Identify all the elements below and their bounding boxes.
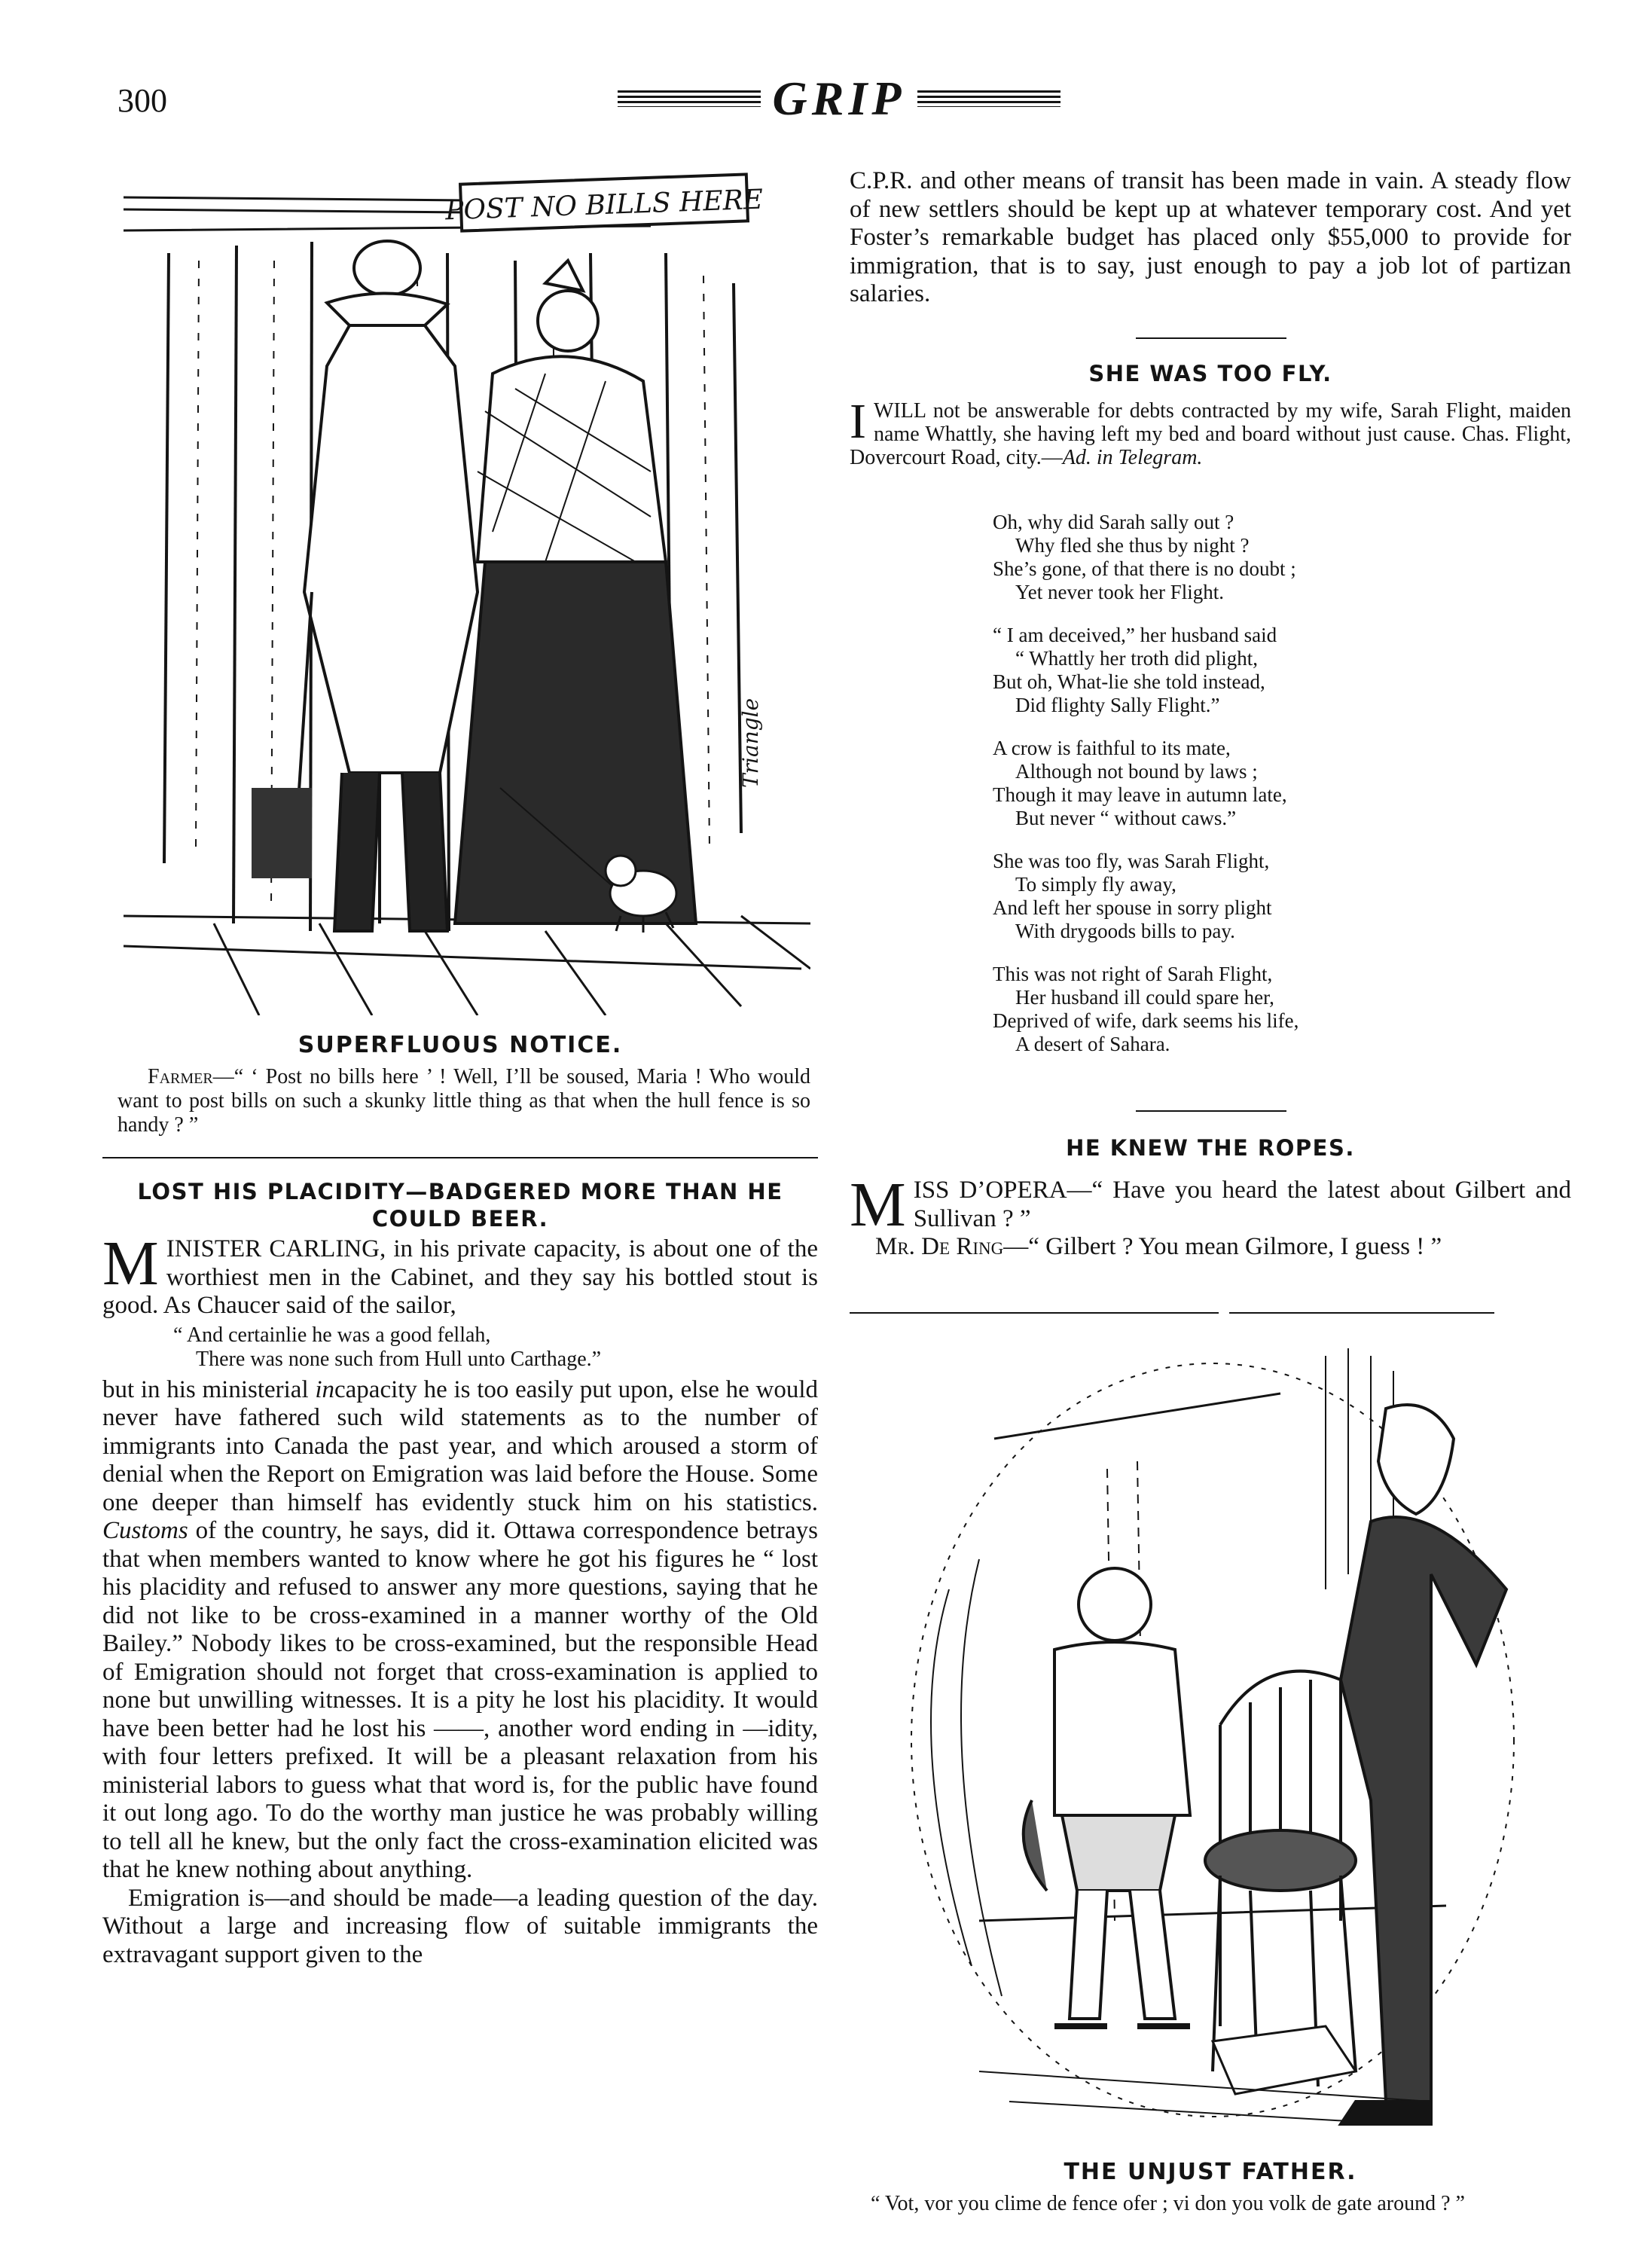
she-was-too-fly-poem (993, 511, 1520, 1076)
poem-line: To simply fly away, (1015, 873, 1176, 896)
left-column-rule (102, 1157, 818, 1158)
article3-headline: HE KNEW THE ROPES. (1066, 1135, 1355, 1161)
poem-line: Although not bound by laws ; (1015, 760, 1258, 783)
page-number: 300 (117, 82, 167, 119)
poem-line: She’s gone, of that there is no doubt ; (993, 557, 1296, 580)
superfluous-notice-illustration (124, 170, 810, 1015)
poem-stanza (993, 624, 1520, 717)
masthead-title: GRIP (772, 72, 906, 125)
chaucer-quote (102, 1323, 818, 1372)
article3-line-1: MISS D’OPERA—“ Have you heard the latest about Gilbert and Sullivan ? ” (850, 1170, 1571, 1240)
chaucer-quote-line-1: “ And certainlie he was a good fellah, (173, 1323, 491, 1347)
article1-body (102, 1229, 818, 1969)
poem-line: Her husband ill could spare her, (1015, 986, 1274, 1009)
article1-paragraph-2: but in his ministerial incapacity he is too easily put upon, else he would never have fathered such wild statements as to the number of immigrants into Canada the past year, and which aroused a storm of denial when the Report on Emigration was laid before the House. Some one deeper than himself has evidently stuck him on his statistics. Customs of the country, he says, did it. Ottawa correspondence betrays that when members wanted to know where he got his figures he “ lost his placidity and refused to answer any more questions, saying that he did not like to be cross-examined in a manner worthy of the Old Bailey.” Nobody likes to be cross-examined, but the responsible Head of Emigration should not forget that cross-examination is applied to none but unwilling witnesses. It is a pity he lost his placidity. It would have been better had he lost his ——, another word ending in —idity, with four letters prefixed. It will be a pleasant relaxation from his ministerial labors to guess what that word is, for the public have found it out long ago. To do the worthy man justice he was probably willing to tell all he knew, but the only fact the cross-examination elicited was that he knew nothing about anything. (102, 1375, 818, 1883)
chaucer-quote-line-2: There was none such from Hull unto Carthage.” (196, 1347, 602, 1371)
rule-before-he-knew-the-ropes (1136, 1110, 1286, 1112)
article3-dropcap: M (850, 1170, 906, 1240)
poem-line: This was not right of Sarah Flight, (993, 963, 1273, 985)
article1-continued-text: C.P.R. and other means of transit has been made in vain. A steady flow of new settlers should be kept up at whatever temporary cost. And yet Foster’s remarkable budget has placed only $55,000 to provide for immigration, that is to say, just enough to pay a job lot of partizan salaries. (850, 167, 1571, 307)
right-column-rule-right (1229, 1312, 1494, 1314)
poem-line: Oh, why did Sarah sally out ? (993, 511, 1234, 533)
cartoon1-caption-text: —“ ‘ Post no bills here ’ ! Well, I’ll be soused, Maria ! Who would want to post bills on such a skunky little thing as that when the hull fence is so handy ? ” (117, 1065, 810, 1137)
poem-line: Deprived of wife, dark seems his life, (993, 1009, 1299, 1032)
poem-line: She was too fly, was Sarah Flight, (993, 850, 1270, 872)
article2-notice-text: IWILL not be answerable for debts contracted by my wife, Sarah Flight, maiden name Whattly, she having left my bed and board without just cause. Chas. Flight, Dovercourt Road, city.—Ad. in Telegram. (850, 394, 1571, 469)
cartoon2-caption: “ Vot, vor you clime de fence ofer ; vi don you volk de gate around ? ” (871, 2192, 1465, 2215)
poem-line: But never “ without caws.” (1015, 807, 1237, 829)
poem-stanza (993, 737, 1520, 830)
sign-text: POST NO BILLS HERE (444, 184, 764, 227)
masthead (606, 72, 1073, 125)
article2-headline: SHE WAS TOO FLY. (1088, 361, 1332, 386)
rule-before-she-was-too-fly (1136, 337, 1286, 339)
poem-stanza (993, 850, 1520, 943)
poem-line: But oh, What-lie she told instead, (993, 670, 1265, 693)
poem-line: Yet never took her Flight. (1015, 581, 1224, 603)
cartoon1-caption (117, 1065, 810, 1137)
cartoon1-caption-speaker: Farmer (148, 1065, 213, 1088)
unjust-father-illustration (859, 1348, 1552, 2145)
article2-notice (850, 394, 1571, 469)
poem-line: Though it may leave in autumn late, (993, 783, 1287, 806)
poem-line: Why fled she thus by night ? (1015, 534, 1250, 557)
poem-line: “ I am deceived,” her husband said (993, 624, 1277, 646)
masthead-rule-right (917, 90, 1060, 107)
masthead-rule-left (618, 90, 761, 107)
article1-continuation (850, 167, 1571, 309)
article2-source: Ad. in Telegram. (1062, 446, 1203, 469)
article2-dropcap: I (850, 394, 866, 449)
right-column-rule-left (850, 1312, 1219, 1314)
poem-line: A desert of Sahara. (1015, 1033, 1170, 1055)
poem-line: “ Whattly her troth did plight, (1015, 647, 1258, 670)
cartoon1-title: SUPERFLUOUS NOTICE. (298, 1032, 623, 1058)
article1-dropcap: M (102, 1229, 159, 1299)
cartoon2-title: THE UNJUST FATHER. (1064, 2159, 1357, 2185)
article1-paragraph-1: MINISTER CARLING, in his private capacity, is about one of the worthiest men in the Cabinet, and they say his bottled stout is good. As Chaucer said of the sailor, (102, 1229, 818, 1319)
poem-line: And left her spouse in sorry plight (993, 896, 1272, 919)
poem-line: A crow is faithful to its mate, (993, 737, 1231, 759)
article1-headline: LOST HIS PLACIDITY—BADGERED MORE THAN HE COULD BEER. (137, 1179, 783, 1232)
svg-text:Triangle: Triangle (738, 697, 763, 788)
poem-stanza (993, 511, 1520, 604)
article1-paragraph-3: Emigration is—and should be made—a leading question of the day. Without a large and increasing flow of suitable immigrants the extravagant support given to the (102, 1884, 818, 1968)
poem-line: With drygoods bills to pay. (1015, 920, 1235, 942)
poem-line: Did flighty Sally Flight.” (1015, 694, 1220, 716)
poem-stanza (993, 963, 1520, 1056)
article3-line-2: Mr. De Ring—“ Gilbert ? You mean Gilmore, I guess ! ” (875, 1233, 1442, 1260)
article3-body (850, 1170, 1571, 1262)
